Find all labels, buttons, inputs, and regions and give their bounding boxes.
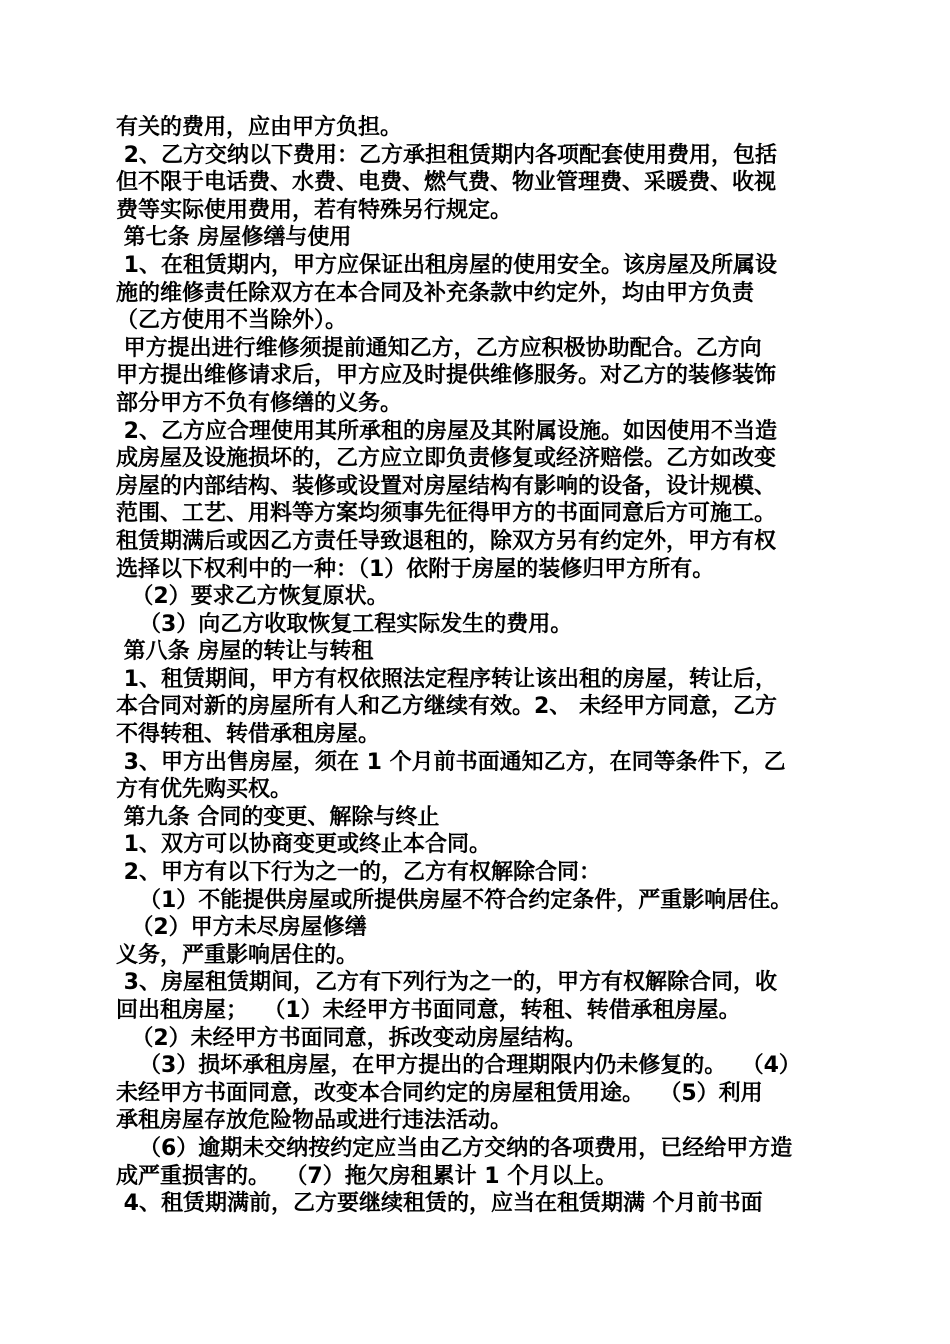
text-line: 费等实际使用费用，若有特殊另行规定。 — [116, 197, 513, 223]
text-line: 1、双方可以协商变更或终止本合同。 — [116, 832, 491, 858]
text-line: 部分甲方不负有修缮的义务。 — [116, 390, 403, 416]
text-line: 方有优先购买权。 — [116, 777, 293, 803]
text-line: 有关的费用，应由甲方负担。 — [116, 115, 403, 140]
text-line: 不得转租、转借承租房屋。 — [116, 722, 381, 748]
section-heading-7: 第七条 房屋修缮与使用 — [116, 225, 352, 251]
text-line: 租赁期满后或因乙方责任导致退租的，除双方另有约定外，甲方有权 — [116, 528, 777, 554]
contract-text-body — [116, 114, 846, 1218]
text-line: 但不限于电话费、水费、电费、燃气费、物业管理费、采暖费、收视 — [116, 170, 777, 196]
text-line: （2）未经甲方书面同意，拆改变动房屋结构。 — [116, 1025, 587, 1051]
section-heading-9: 第九条 合同的变更、解除与终止 — [116, 804, 440, 830]
text-line: 义务，严重影响居住的。 — [116, 942, 359, 968]
text-line: （3）损坏承租房屋，在甲方提出的合理期限内仍未修复的。 （4） — [116, 1053, 801, 1079]
text-line: 选择以下权利中的一种：（1）依附于房屋的装修归甲方所有。 — [116, 556, 715, 582]
text-line: （1）不能提供房屋或所提供房屋不符合约定条件，严重影响居住。 — [116, 887, 793, 913]
text-line: 3、房屋租赁期间，乙方有下列行为之一的，甲方有权解除合同，收 — [116, 970, 777, 996]
text-line: 甲方提出维修请求后，甲方应及时提供维修服务。对乙方的装修装饰 — [116, 363, 777, 389]
section-heading-8: 第八条 房屋的转让与转租 — [116, 639, 374, 665]
text-line: 承租房屋存放危险物品或进行违法活动。 — [116, 1108, 513, 1134]
text-line: 3、甲方出售房屋，须在 1 个月前书面通知乙方，在同等条件下，乙 — [116, 749, 786, 775]
text-line: 4、租赁期满前，乙方要继续租赁的，应当在租赁期满 个月前书面 — [116, 1191, 763, 1217]
text-line: 成房屋及设施损坏的，乙方应立即负责修复或经济赔偿。乙方如改变 — [116, 446, 777, 472]
text-line: 甲方提出进行维修须提前通知乙方，乙方应积极协助配合。乙方向 — [116, 335, 762, 361]
text-line: （乙方使用不当除外）。 — [116, 308, 348, 334]
text-line: 房屋的内部结构、装修或设置对房屋结构有影响的设备，设计规模、 — [116, 473, 777, 499]
text-line: （2）甲方未尽房屋修缮 — [116, 915, 367, 941]
text-line: 2、乙方应合理使用其所承租的房屋及其附属设施。如因使用不当造 — [116, 418, 777, 444]
text-line: 施的维修责任除双方在本合同及补充条款中约定外，均由甲方负责 — [116, 280, 755, 306]
text-line: 1、租赁期间，甲方有权依照法定程序转让该出租的房屋，转让后， — [116, 666, 777, 692]
text-line: 2、甲方有以下行为之一的，乙方有权解除合同： — [116, 860, 601, 886]
text-line: （2）要求乙方恢复原状。 — [116, 584, 389, 610]
text-line: 范围、工艺、用料等方案均须事先征得甲方的书面同意后方可施工。 — [116, 501, 777, 527]
text-line: 1、在租赁期内，甲方应保证出租房屋的使用安全。该房屋及所属设 — [116, 252, 777, 278]
text-line: 未经甲方书面同意，改变本合同约定的房屋租赁用途。 （5）利用 — [116, 1080, 763, 1106]
text-line: 成严重损害的。 （7）拖欠房租累计 1 个月以上。 — [116, 1163, 618, 1189]
text-line: 回出租房屋； （1）未经甲方书面同意，转租、转借承租房屋。 — [116, 998, 741, 1023]
text-line: 本合同对新的房屋所有人和乙方继续有效。2、 未经甲方同意，乙方 — [116, 694, 777, 720]
text-line: 2、乙方交纳以下费用：乙方承担租赁期内各项配套使用费用，包括 — [116, 142, 777, 168]
text-line: （6）逾期未交纳按约定应当由乙方交纳的各项费用，已经给甲方造 — [116, 1135, 793, 1161]
text-line: （3）向乙方收取恢复工程实际发生的费用。 — [116, 611, 573, 637]
